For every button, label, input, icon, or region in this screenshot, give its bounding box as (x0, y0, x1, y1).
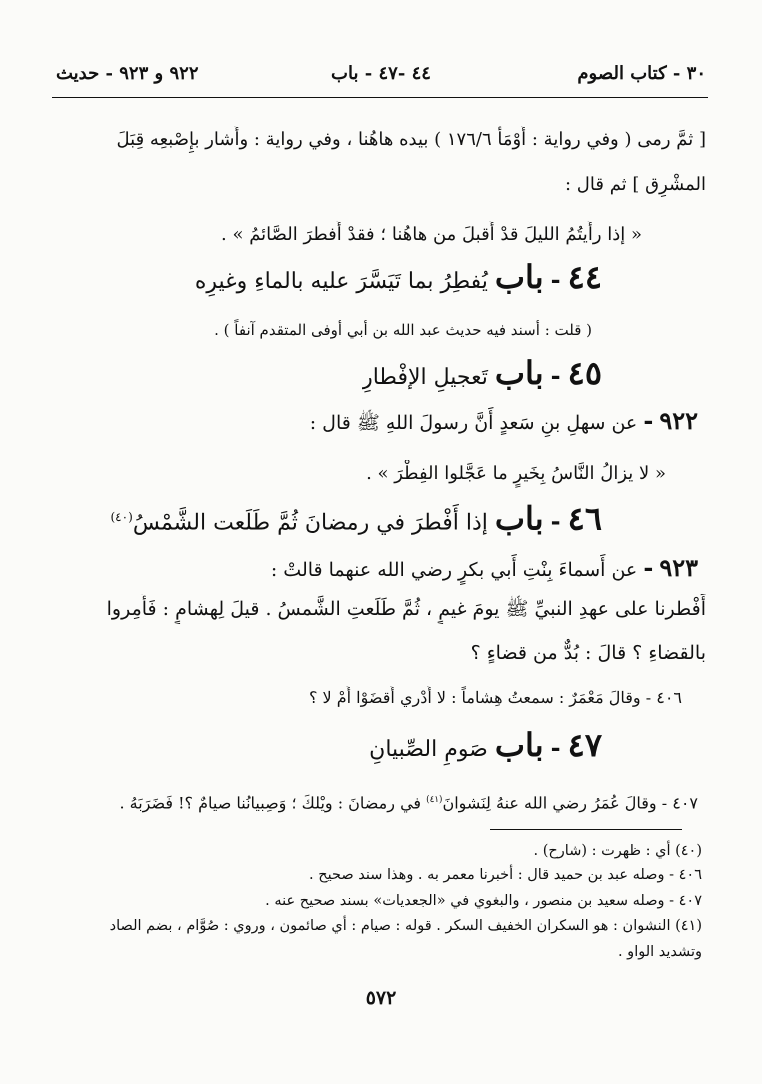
body-line-2: المشْرِق ] ثم قال : (565, 174, 706, 195)
chapter-46-heading (110, 500, 602, 540)
hadith-923-intro-line (271, 553, 698, 585)
athar-407-footnote-ref[interactable]: (٤١) (426, 795, 443, 805)
athar-407-before: ٤٠٧ - وقالَ عُمَرُ رضي الله عنهُ لِنَشوانَ (442, 793, 698, 813)
chapter-45-dash: - (550, 361, 561, 390)
hadith-922-dash: - (643, 406, 654, 435)
hadith-922-number: ٩٢٢ (659, 406, 698, 435)
athar-406: ٤٠٦ - وقالَ مَعْمَرٌ : سمعتُ هِشاماً : لا أَدْري أَقضَوْا أَمْ لا ؟ (308, 688, 682, 707)
chapter-44-note: ( قلت : أسند فيه حديث عبد الله بن أبي أوفى المتقدم آنفاً ) . (214, 321, 592, 339)
footnote-41-line-2: وتشديد الواو . (617, 944, 702, 960)
chapter-45-heading (362, 356, 602, 395)
chapter-44-bab: باب (494, 260, 544, 296)
footnote-40: (٤٠) أي : ظهرت : (شارح) . (533, 843, 702, 859)
footnote-406: ٤٠٦ - وصله عبد بن حميد قال : أخبرنا معمر به . وهذا سند صحيح . (309, 867, 702, 883)
hadith-922-intro: عن سهلِ بنِ سَعدٍ أَنَّ رسولَ اللهِ ﷺ قال : (309, 412, 638, 434)
hadith-923-number: ٩٢٣ (659, 553, 698, 582)
header-hadith-range: ٩٢٢ و ٩٢٣ - حديث (56, 63, 199, 84)
chapter-45-bab: باب (494, 356, 544, 392)
chapter-46-number: ٤٦ (567, 500, 602, 538)
athar-407-after: في رمضانَ : ويْلكَ ؛ وَصِبيانُنا صيامٌ ؟! فَضَرَبَهُ . (119, 793, 427, 813)
chapter-45-title: تَعجيلِ الإفْطارِ (362, 365, 488, 390)
chapter-44-number: ٤٤ (567, 260, 602, 296)
chapter-46-footnote-ref[interactable]: (٤٠) (110, 510, 133, 524)
header-divider (52, 97, 708, 98)
chapter-45-number: ٤٥ (567, 356, 602, 392)
athar-407 (119, 788, 698, 815)
hadith-923-dash: - (643, 553, 654, 582)
footnote-41-line-1: (٤١) النشوان : هو السكران الخفيف السكر . قوله : صيام : أي صائمون ، وروي : صُوَّام ، بضم الصاد (109, 918, 702, 934)
chapter-44-dash: - (550, 265, 561, 294)
chapter-47-heading (369, 728, 602, 767)
hadith-922-text: « لا يزالُ النَّاسُ بِخَيرٍ ما عَجَّلوا الفِطْرَ » . (366, 463, 666, 484)
hadith-923-line-1: أَفْطرنا على عهدِ النبيِّ ﷺ يومَ غيمٍ ، ثُمَّ طَلَعتِ الشَّمسُ . قيلَ لِهشامٍ : فَأُمِروا (106, 598, 706, 620)
hadith-922-intro-line (310, 406, 698, 438)
chapter-46-dash: - (550, 506, 561, 536)
chapter-47-title: صَومِ الصِّبيانِ (369, 737, 488, 762)
chapter-44-title: يُفطِرُ بما تَيَسَّرَ عليه بالماءِ وغيرِه (194, 269, 488, 294)
chapter-47-bab: باب (494, 728, 544, 764)
chapter-47-dash: - (550, 733, 561, 762)
chapter-44-heading (195, 260, 602, 299)
chapter-46-bab: باب (494, 500, 544, 538)
footnote-divider (490, 829, 682, 830)
body-line-3: « إذا رأَيتُمُ الليلَ قدْ أَقبلَ من هاهُنا ؛ فقدْ أَفطرَ الصَّائمُ » . (221, 224, 642, 245)
body-line-1: [ ثمَّ رمى ( وفي رواية : أَوْمَأَ ١٧٦/٦ ) بيده هاهُنا ، وفي رواية : وأَشار بإِصْبعِه قِبَلَ (116, 129, 706, 150)
header-book-title: ٣٠ - كتاب الصوم (577, 63, 706, 84)
hadith-923-line-2: بالقضاءِ ؟ قالَ : بُدٌّ من قضاءٍ ؟ (470, 642, 706, 664)
chapter-46-title: إذا أَفْطرَ في رمضانَ ثُمَّ طَلَعت الشَّمْسُ (132, 510, 488, 536)
footnote-407: ٤٠٧ - وصله سعيد بن منصور ، والبغوي في «الجعديات» بسند صحيح عنه . (265, 893, 702, 909)
header-chapter-range: ٤٤ -٤٧ - باب (331, 63, 431, 84)
chapter-47-number: ٤٧ (567, 728, 602, 764)
hadith-923-intro: عن أَسماءَ بِنْتِ أَبي بكرٍ رضي الله عنهما قالتْ : (270, 559, 638, 581)
page-number: ٥٧٢ (365, 987, 397, 1009)
